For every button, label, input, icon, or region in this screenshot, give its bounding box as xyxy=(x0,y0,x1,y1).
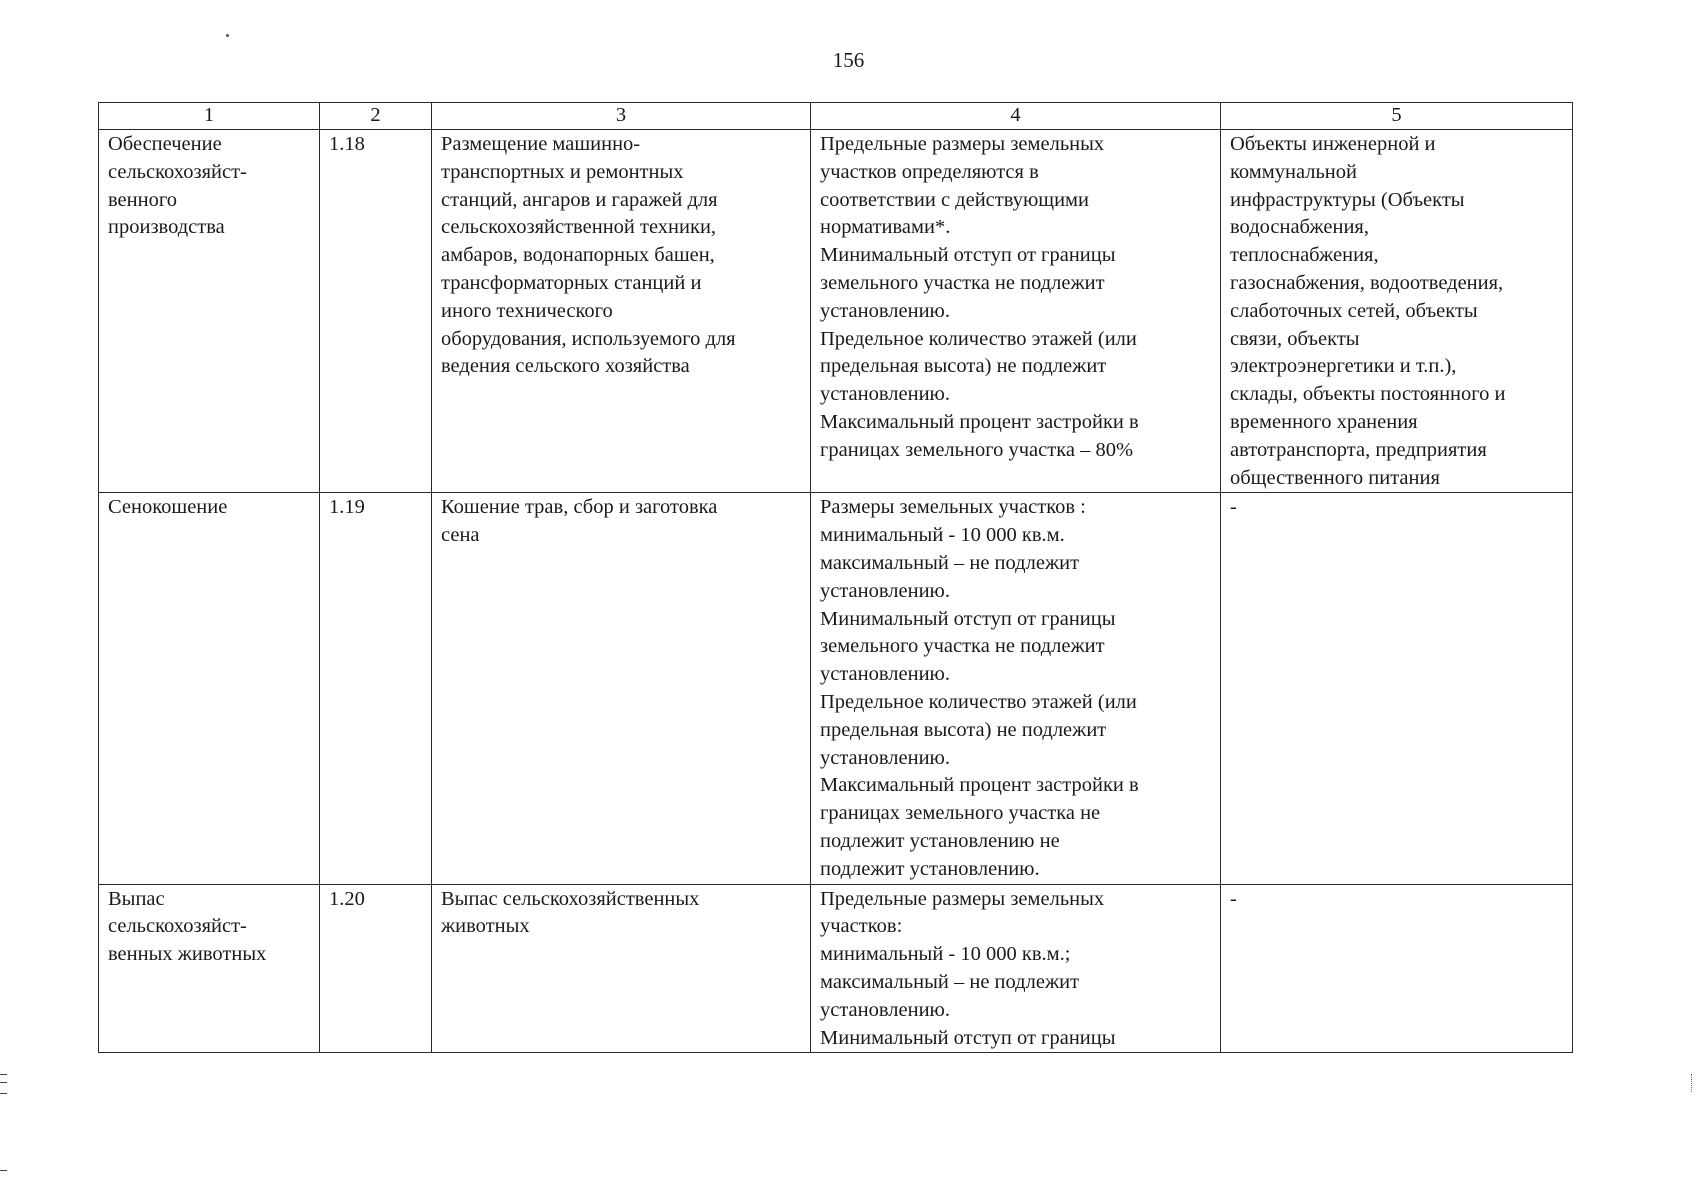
auxiliary-uses-cell xyxy=(1221,493,1573,884)
table-row xyxy=(99,493,1573,884)
use-type-name: Обеспечение сельскохозяйст- венного производства xyxy=(108,133,247,239)
use-type-name-cell xyxy=(99,884,320,1053)
use-type-name-cell xyxy=(99,130,320,493)
use-parameters-cell xyxy=(811,884,1221,1053)
use-description: Выпас сельскохозяйственных животных xyxy=(441,887,700,938)
table-row xyxy=(99,884,1573,1053)
use-code-cell xyxy=(320,493,432,884)
use-parameters-cell xyxy=(811,493,1221,884)
auxiliary-uses: - xyxy=(1230,496,1237,519)
use-parameters: Размеры земельных участков : минимальный - 10 000 кв.м. максимальный – не подлежит установлению. Минимальный отступ от границы земельного участка не подлежит установлению. Предельное количество этажей (или предельная высота) не подлежит установлению. Максимальный процент застройки в границах земельного участка не подлежит установлению не подлежит установлению. xyxy=(820,496,1139,880)
use-description: Размещение машинно- транспортных и ремонтных станций, ангаров и гаражей для сельскохозяйственной техники, амбаров, водонапорных башен, трансформаторных станций и иного технического оборудования, используемого для ведения сельского хозяйства xyxy=(441,133,736,378)
scan-edge-mark-left xyxy=(0,1074,7,1094)
auxiliary-uses: Объекты инженерной и коммунальной инфраструктуры (Объекты водоснабжения, теплоснабжения, газоснабжения, водоотведения, слаботочных сетей, объекты связи, объекты электроэнергетики и т.п.), склады, объекты постоянного и временного хранения автотранспорта, предприятия общественного питания xyxy=(1230,133,1506,489)
land-use-table xyxy=(98,102,1573,1053)
use-parameters-cell xyxy=(811,130,1221,493)
use-parameters: Предельные размеры земельных участков определяются в соответствии с действующими нормативами*. Минимальный отступ от границы земельного участка не подлежит установлению. Предельное количество этажей (или предельная высота) не подлежит установлению. Максимальный процент застройки в границах земельного участка – 80% xyxy=(820,133,1139,461)
use-code-cell xyxy=(320,130,432,493)
use-code: 1.20 xyxy=(329,887,365,910)
header-cell-4: 4 xyxy=(811,103,1221,130)
use-code: 1.19 xyxy=(329,496,365,519)
use-code-cell xyxy=(320,884,432,1053)
header-cell-2: 2 xyxy=(320,103,432,130)
auxiliary-uses-cell xyxy=(1221,130,1573,493)
table-header-row xyxy=(99,103,1573,130)
header-cell-5: 5 xyxy=(1221,103,1573,130)
use-description-cell xyxy=(432,884,811,1053)
scan-edge-mark-right xyxy=(1691,1074,1697,1092)
use-type-name-cell xyxy=(99,493,320,884)
use-description-cell xyxy=(432,493,811,884)
header-cell-3: 3 xyxy=(432,103,811,130)
table-row xyxy=(99,130,1573,493)
header-cell-1: 1 xyxy=(99,103,320,130)
use-type-name: Сенокошение xyxy=(108,496,228,519)
use-description: Кошение трав, сбор и заготовка сена xyxy=(441,496,718,547)
page-number: 156 xyxy=(832,48,865,72)
use-code: 1.18 xyxy=(329,133,365,155)
use-type-name: Выпас сельскохозяйст- венных животных xyxy=(108,887,267,966)
auxiliary-uses: - xyxy=(1230,887,1237,910)
scan-artifact-dot xyxy=(226,34,229,37)
use-parameters: Предельные размеры земельных участков: минимальный - 10 000 кв.м.; максимальный – не подлежит установлению. Минимальный отступ от границы xyxy=(820,887,1116,1049)
scan-edge-mark-left-lower xyxy=(0,1170,7,1171)
use-description-cell xyxy=(432,130,811,493)
auxiliary-uses-cell xyxy=(1221,884,1573,1053)
